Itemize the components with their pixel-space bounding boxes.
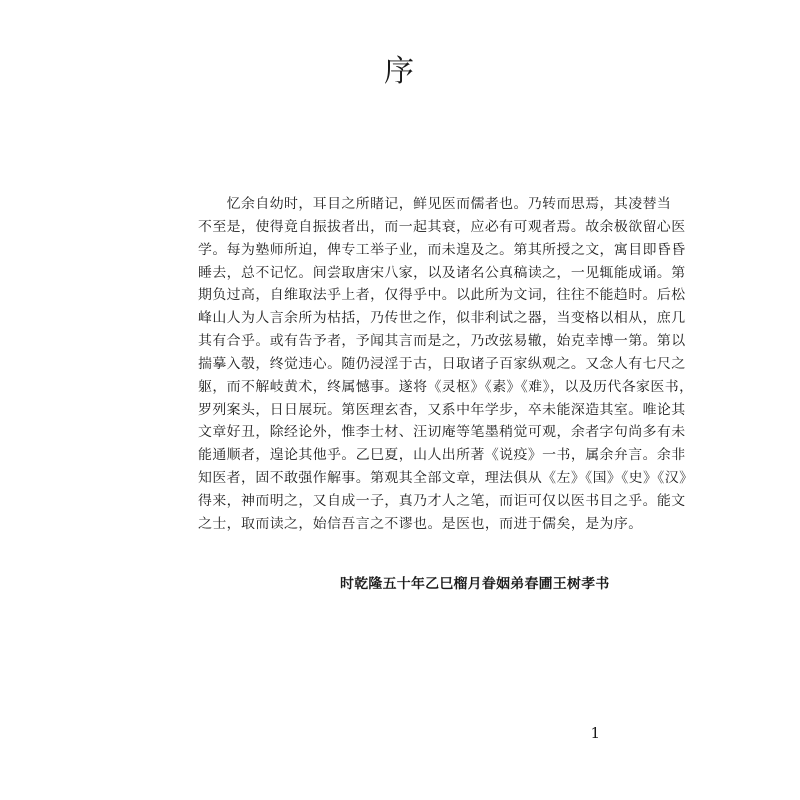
preface-line: 文章好丑，除经论外，惟李士材、汪讱庵等笔墨稍觉可观，余者字句尚多有未 bbox=[198, 424, 686, 441]
preface-line: 得来，神而明之，又自成一子，真乃才人之笔，而讵可仅以医书目之乎。能文 bbox=[198, 492, 686, 509]
preface-body bbox=[198, 193, 694, 536]
page-title: 序 bbox=[384, 54, 416, 89]
preface-line: 睡去，总不记忆。间尝取唐宋八家，以及诸名公真稿读之，一见辄能成诵。第 bbox=[198, 264, 686, 281]
page-number: 1 bbox=[590, 724, 600, 742]
preface-line: 不至是，使得竟自振拔者出，而一起其衰，应必有可观者焉。故余极欲留心医 bbox=[198, 218, 686, 235]
preface-line: 躯，而不解岐黄术，终属憾事。遂将《灵枢》《素》《难》，以及历代各家医书， bbox=[198, 378, 694, 395]
preface-line: 罗列案头，日日展玩。第医理玄杳，又系中年学步，卒未能深造其室。唯论其 bbox=[198, 401, 686, 418]
preface-line: 学。每为塾师所迫，俾专工举子业，而未遑及之。第其所授之文，寓目即昏昏 bbox=[198, 241, 686, 258]
preface-line: 峰山人为人言余所为枯括，乃传世之作，似非利试之器，当变格以相从，庶几 bbox=[198, 310, 686, 327]
preface-line: 其有合乎。或有告予者，予闻其言而是之，乃改弦易辙，始克幸博一第。第以 bbox=[198, 333, 686, 350]
preface-line: 知医者，固不敢强作解事。第观其全部文章，理法俱从《左》《国》《史》《汉》 bbox=[198, 470, 694, 487]
preface-line: 期负过高，自维取法乎上者，仅得乎中。以此所为文词，往往不能趋时。后松 bbox=[198, 287, 686, 304]
signature-line: 时乾隆五十年乙巳榴月眷姻弟春圃王树孝书 bbox=[340, 576, 610, 592]
preface-line: 揣摹入彀，终觉违心。随仍浸淫于古，日取诸子百家纵观之。又念人有七尺之 bbox=[198, 355, 686, 372]
preface-line: 能通顺者，遑论其他乎。乙巳夏，山人出所著《说疫》一书，属余弁言。余非 bbox=[198, 447, 686, 464]
preface-line: 忆余自幼时，耳目之所睹记，鲜见医而儒者也。乃转而思焉，其凌替当 bbox=[198, 196, 672, 212]
preface-line: 之士，取而读之，始信吾言之不谬也。是医也，而进于儒矣，是为序。 bbox=[198, 515, 643, 532]
